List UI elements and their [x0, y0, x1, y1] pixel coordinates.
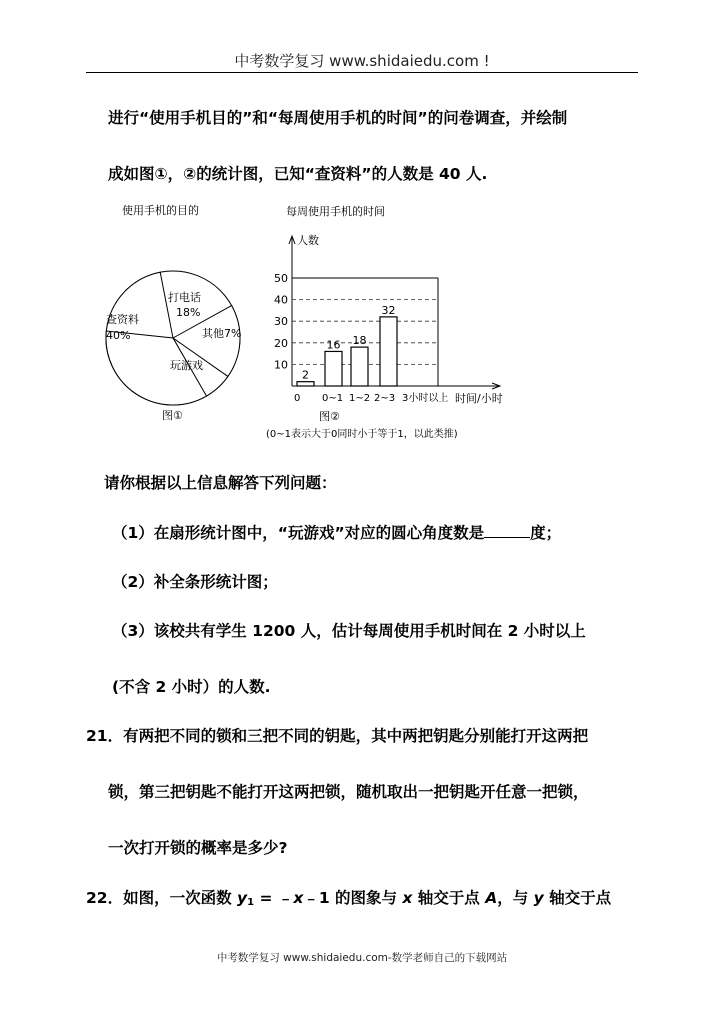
question-3-line-1: （3）该校共有学生 1200 人，估计每周使用手机时间在 2 小时以上 — [112, 622, 586, 640]
question-1-unit: 度； — [530, 524, 562, 542]
bar-value-label: 2 — [302, 368, 309, 382]
bar-value-label: 32 — [381, 303, 396, 317]
y-tick-label: 10 — [274, 358, 288, 372]
pie-chart — [100, 198, 260, 428]
x-tick-label: 2~3 — [374, 393, 396, 404]
bar-value-label: 16 — [326, 338, 341, 352]
p22-var-y: y — [236, 889, 248, 907]
x-axis-label: 时间/小时 — [455, 392, 503, 405]
p22-var-x: x — [293, 889, 304, 907]
bar — [325, 351, 342, 386]
pie-slice-percent: 40% — [106, 329, 131, 342]
p22-var-y2: y — [533, 889, 544, 907]
pie-caption: 图① — [162, 409, 183, 422]
bar-value-label: 18 — [352, 334, 367, 348]
bar — [297, 382, 314, 386]
pie-slice-label: 打电话 — [168, 291, 201, 304]
pie-slice-percent: 18% — [176, 306, 201, 319]
x-tick-label: 0 — [294, 393, 301, 404]
y-tick-label: 30 — [274, 315, 288, 329]
pie-title: 使用手机的目的 — [122, 204, 199, 217]
bar-title: 每周使用手机的时间 — [286, 205, 385, 218]
y-axis-label: 人数 — [297, 234, 319, 247]
bar-note: (0~1表示大于0同时小于等于1，以此类推) — [266, 429, 458, 440]
bar-chart — [262, 198, 522, 448]
question-1 — [112, 521, 561, 543]
y-tick-label: 40 — [274, 293, 288, 307]
question-2: （2）补全条形统计图； — [112, 573, 278, 591]
y-tick-label: 50 — [274, 272, 288, 285]
problem-21-line-1: 21．有两把不同的锁和三把不同的钥匙，其中两把钥匙分别能打开这两把 — [86, 727, 589, 745]
pie-slice-label: 查资料 — [106, 313, 139, 326]
answer-blank — [484, 525, 530, 538]
p22-axis2: 轴交于点 — [543, 889, 612, 907]
y-tick-label: 20 — [274, 336, 288, 350]
bar — [380, 317, 397, 386]
question-3-line-2: (不含 2 小时）的人数. — [112, 678, 271, 696]
problem-21-line-2: 锁，第三把钥匙不能打开这两把锁，随机取出一把钥匙开任意一把锁， — [108, 783, 589, 801]
p22-sub-1: 1 — [247, 897, 255, 908]
p22-point-a: A — [485, 889, 498, 907]
header-rule — [86, 72, 638, 73]
x-tick-label: 0~1 — [322, 393, 344, 404]
problem-21-line-3: 一次打开锁的概率是多少? — [108, 839, 288, 857]
p22-eq: = ﹣ — [254, 889, 294, 907]
pie-slice-label: 其他 — [202, 327, 224, 340]
page-footer: 中考数学复习 www.shidaiedu.com-数学老师自己的下载网站 — [216, 952, 508, 964]
page-header: 中考数学复习 www.shidaiedu.com ! — [234, 52, 490, 70]
p22-var-x2: x — [402, 889, 413, 907]
p22-comma: ，与 — [497, 889, 534, 907]
pie-slice-percent: 7% — [224, 327, 242, 340]
p22-axis1: 轴交于点 — [412, 889, 486, 907]
p22-intro: 22．如图，一次函数 — [86, 889, 237, 907]
x-tick-label: 3小时以上 — [402, 393, 449, 404]
pie-slice-label: 玩游戏 — [170, 359, 203, 372]
bar-caption: 图② — [319, 410, 340, 423]
problem-22-line-1 — [86, 886, 611, 908]
question-1-text: （1）在扇形统计图中，“玩游戏”对应的圆心角度数是 — [112, 524, 485, 542]
bar — [351, 347, 368, 386]
intro-line-2: 成如图①，②的统计图，已知“查资料”的人数是 40 人. — [108, 165, 488, 183]
x-tick-label: 1~2 — [349, 393, 371, 404]
intro-line-1: 进行“使用手机目的”和“每周使用手机的时间”的问卷调查，并绘制 — [108, 109, 568, 127]
instructions: 请你根据以上信息解答下列问题： — [104, 474, 337, 492]
p22-rest: ﹣1 的图象与 — [303, 889, 403, 907]
